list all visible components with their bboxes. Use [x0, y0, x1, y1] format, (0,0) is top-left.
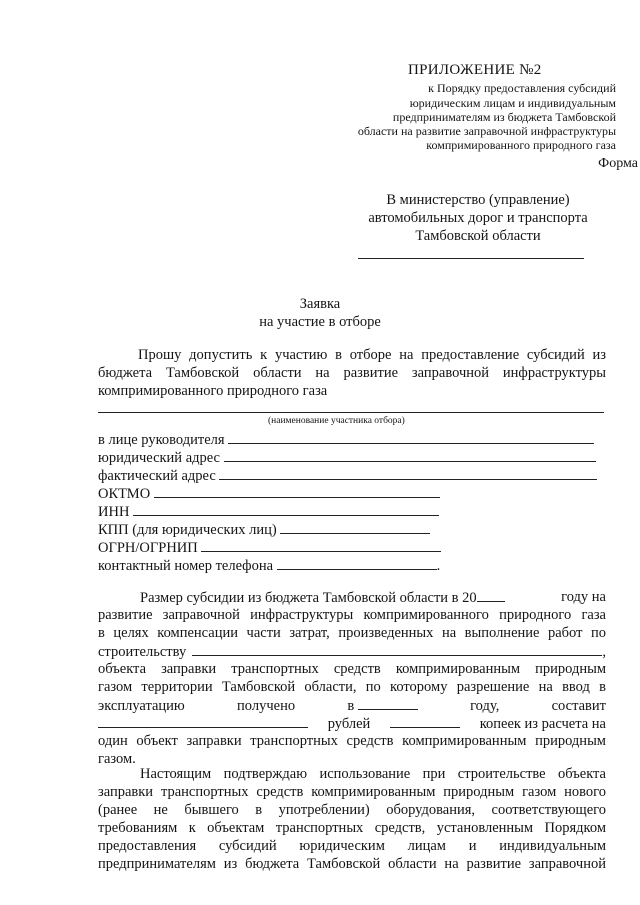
subsidy-line-5: объекта заправки транспортных средств компримированным природным — [98, 661, 606, 677]
subsidy-line-6: газом территории Тамбовской области, по которому разрешение на ввод в — [98, 679, 606, 695]
ogrn-label: ОГРН/ОГРНИП — [98, 540, 198, 556]
application-subtitle: на участие в отборе — [259, 314, 381, 330]
intro-line: Прошу допустить к участию в отборе на предоставление субсидий из — [138, 347, 606, 363]
kpp-blank — [280, 520, 430, 534]
director-label: в лице руководителя — [98, 432, 225, 448]
appendix-subtitle-line: предпринимателям из бюджета Тамбовской — [392, 110, 616, 124]
subsidy-line-7 — [98, 697, 606, 715]
intro-line: компримированного природного газа — [98, 383, 328, 399]
confirm-line: предоставления субсидий юридическим лицам и индивидуальным — [98, 838, 606, 854]
rubles-blank — [98, 715, 308, 728]
ogrn-blank — [201, 538, 441, 552]
subsidy-line-9: один объект заправки транспортных средств компримированным природным — [98, 733, 606, 749]
subsidy-line-8 — [98, 715, 606, 733]
subsidy-text: в — [347, 698, 355, 714]
participant-name-blank — [98, 412, 604, 413]
inn-blank — [133, 502, 439, 516]
addressee-blank-line — [358, 258, 584, 259]
confirm-line: (ранее не бывшего в употреблении) оборудования, соответствующего — [98, 802, 606, 818]
subsidy-text: году на — [561, 589, 606, 605]
permit-year-blank — [358, 697, 418, 710]
confirm-line: требованиям к объектам транспортных средств, установленным Порядком — [98, 820, 606, 836]
phone-end: . — [436, 558, 441, 574]
application-title: Заявка — [299, 296, 341, 312]
construction-blank — [192, 643, 602, 656]
actual-address-blank — [219, 466, 597, 480]
addressee-line: В министерство (управление) — [386, 192, 570, 208]
subsidy-text: эксплуатацию — [98, 698, 185, 714]
participant-name-caption: (наименование участника отбора) — [268, 416, 405, 426]
subsidy-line-10: газом. — [98, 751, 136, 767]
kpp-label: КПП (для юридических лиц) — [98, 522, 277, 538]
addressee-line: автомобильных дорог и транспорта — [368, 210, 588, 226]
actual-address-label: фактический адрес — [98, 468, 216, 484]
oktmo-label: ОКТМО — [98, 486, 151, 502]
subsidy-line-1 — [140, 589, 606, 607]
appendix-subtitle-line: к Порядку предоставления субсидий — [428, 81, 616, 95]
inn-field — [98, 502, 439, 521]
kopecks-blank — [390, 715, 460, 728]
subsidy-text: году, — [470, 698, 500, 714]
phone-label: контактный номер телефона — [98, 558, 274, 574]
confirm-line: предпринимателям из бюджета Тамбовской области на развитие заправочной — [98, 856, 606, 872]
subsidy-text: Размер субсидии из бюджета Тамбовской области в 20 — [140, 590, 477, 606]
oktmo-blank — [154, 484, 440, 498]
subsidy-text: , — [602, 644, 606, 660]
subsidy-text: копеек из расчета на — [479, 716, 606, 732]
actual-address-field — [98, 466, 597, 485]
subsidy-line-4 — [98, 643, 606, 661]
subsidy-line-2: развитие заправочной инфраструктуры компримированного природного газа — [98, 607, 606, 623]
intro-line: бюджета Тамбовской области на развитие заправочной инфраструктуры — [98, 365, 606, 381]
subsidy-text: рублей — [327, 716, 371, 732]
addressee-line: Тамбовской области — [415, 228, 541, 244]
subsidy-text: составит — [551, 698, 606, 714]
confirm-line: Настоящим подтверждаю использование при строительстве объекта — [140, 766, 606, 782]
form-label: Форма — [598, 156, 638, 171]
subsidy-text: строительству — [98, 644, 187, 660]
kpp-field — [98, 520, 430, 539]
director-field — [98, 430, 594, 449]
subsidy-text: получено — [237, 698, 296, 714]
appendix-title: ПРИЛОЖЕНИЕ №2 — [408, 62, 542, 78]
subsidy-line-3: в целях компенсации части затрат, произведенных на выполнение работ по — [98, 625, 606, 641]
legal-address-label: юридический адрес — [98, 450, 220, 466]
appendix-subtitle-line: области на развитие заправочной инфраструктуры — [357, 124, 616, 138]
legal-address-field — [98, 448, 596, 467]
appendix-subtitle-line: юридическим лицам и индивидуальным — [409, 96, 616, 110]
legal-address-blank — [224, 448, 596, 462]
confirm-line: заправки транспортных средств компримированным природным газом нового — [98, 784, 606, 800]
phone-blank — [277, 556, 437, 570]
inn-label: ИНН — [98, 504, 130, 520]
phone-field — [98, 556, 440, 575]
year-blank — [477, 589, 505, 602]
appendix-subtitle-line: компримированного природного газа — [426, 138, 616, 152]
ogrn-field — [98, 538, 441, 557]
oktmo-field — [98, 484, 440, 503]
director-blank — [228, 430, 594, 444]
